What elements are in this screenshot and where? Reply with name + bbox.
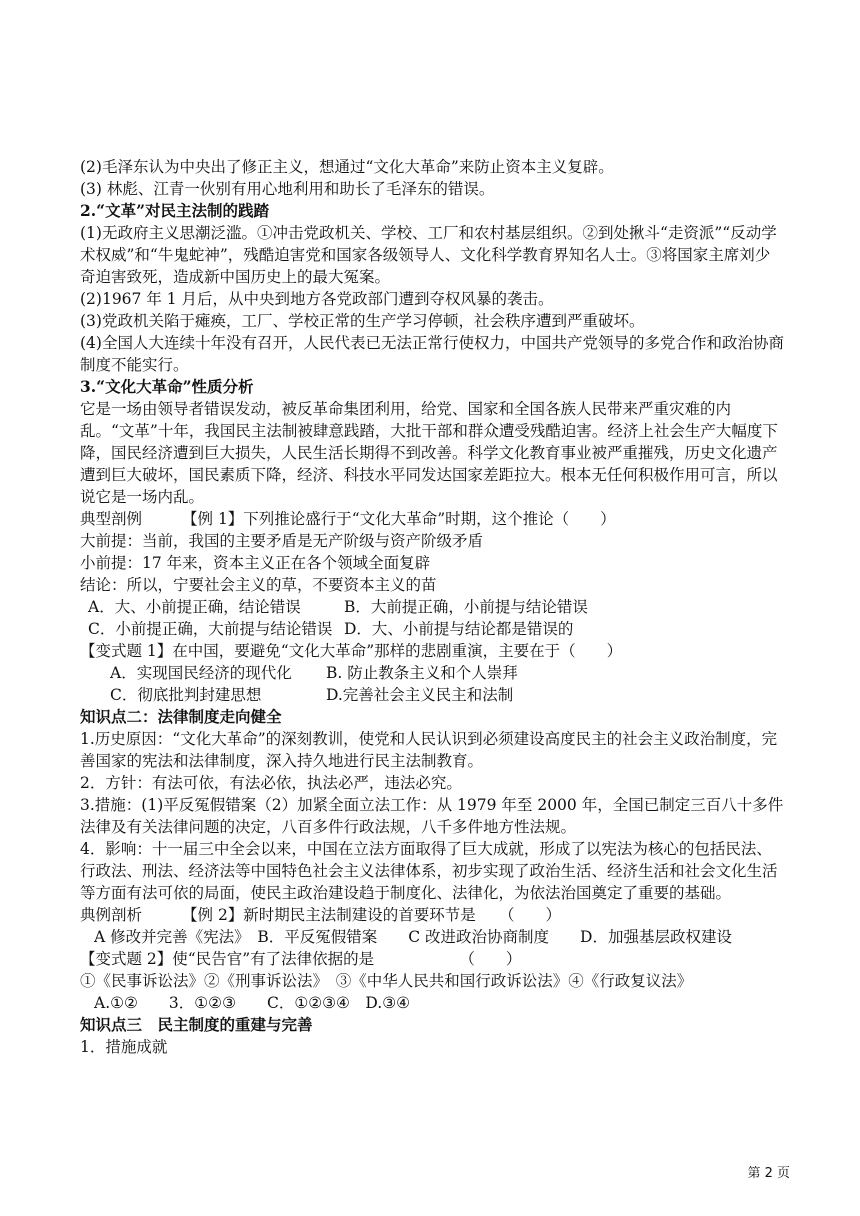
paragraph: (1)无政府主义思潮泛滥。①冲击党政机关、学校、工厂和农村基层组织。②到处揪斗“走资派”“反动学术权威”和“牛鬼蛇神”，残酷迫害党和国家各级领导人、文化科学教育界知名人士。③将国家主席刘少奇迫害致死，造成新中国历史上的最大冤案。 bbox=[80, 224, 777, 286]
paragraph: 2．方针：有法可依，有法必依，执法必严，违法必究。 bbox=[80, 774, 462, 792]
example-question bbox=[80, 508, 785, 530]
option-a: A．大、小前提正确，结论错误 bbox=[88, 598, 301, 616]
example-label: 典型剖例 bbox=[80, 510, 143, 528]
option-b: B．大前提正确，小前提与结论错误 bbox=[344, 598, 588, 616]
section-heading: 知识点二：法律制度走向健全 bbox=[80, 707, 282, 726]
variant-question: 【变式题 2】使“民告官”有了法律依据的是 （ ） bbox=[80, 950, 522, 968]
section-heading: 3.“文化大革命”性质分析 bbox=[80, 377, 254, 396]
premise-minor: 小前提：17 年来，资本主义正在各个领域全面复辟 bbox=[80, 554, 431, 572]
paragraph: (2)1967 年 1 月后，从中央到地方各党政部门遭到夺权风暴的袭击。 bbox=[80, 290, 554, 308]
document-body bbox=[80, 156, 785, 1058]
option-b: B. 防止教条主义和个人崇拜 bbox=[326, 664, 518, 682]
paragraph: (3)党政机关陷于瘫痪，工厂、学校正常的生产学习停顿，社会秩序遭到严重破坏。 bbox=[80, 312, 645, 330]
paragraph: (2)毛泽东认为中央出了修正主义，想通过“文化大革命”来防止资本主义复辟。 bbox=[80, 158, 614, 176]
variant-question: 【变式题 1】在中国，要避免“文化大革命”那样的悲剧重演，主要在于（ ） bbox=[80, 642, 623, 660]
example-label: 典例剖析 bbox=[80, 906, 143, 924]
option-d: D.完善社会主义民主和法制 bbox=[326, 686, 514, 704]
paragraph: (4)全国人大连续十年没有召开，人民代表已无法正常行使权力，中国共产党领导的多党合作和政治协商制度不能实行。 bbox=[80, 334, 784, 374]
option-c: C．小前提正确，大前提与结论错误 bbox=[88, 620, 333, 638]
paragraph: 4．影响：十一届三中全会以来，中国在立法方面取得了巨大成就，形成了以宪法为核心的包括民法、行政法、刑法、经济法等中国特色社会主义法律体系，初步实现了政治生活、经济生活和社会文化生活等方面有法可依的局面，使民主政治建设趋于制度化、法律化，为依法治国奠定了重要的基础。 bbox=[80, 840, 778, 902]
paragraph: 3.措施：(1)平反冤假错案（2）加紧全面立法工作：从 1979 年至 2000 年，全国已制定三百八十多件法律及有关法律问题的决定，八百多件行政法规，八千多件地方性法规。 bbox=[80, 796, 784, 836]
paragraph: 1．措施成就 bbox=[80, 1038, 168, 1056]
paragraph: 它是一场由领导者错误发动，被反革命集团利用，给党、国家和全国各族人民带来严重灾难的内乱。“文革”十年，我国民主法制被肆意践踏，大批干部和群众遭受残酷迫害。经济上社会生产大幅度下降，国民经济遭到巨大损失，人民生活长期得不到改善。科学文化教育事业被严重摧残，历史文化遗产遭到巨大破坏，国民素质下降，经济、科技水平同发达国家差距拉大。根本无任何积极作用可言，所以说它是一场内乱。 bbox=[80, 400, 778, 506]
variant-items: ①《民事诉讼法》②《刑事诉讼法》 ③《中华人民共和国行政诉讼法》④《行政复议法》 bbox=[80, 972, 693, 990]
option-d: D．大、小前提与结论都是错误的 bbox=[344, 620, 574, 638]
page-number: 第 2 页 bbox=[747, 1166, 790, 1181]
option-a: A．实现国民经济的现代化 bbox=[110, 664, 292, 682]
options-row bbox=[80, 618, 785, 640]
option-c: C．彻底批判封建思想 bbox=[110, 686, 262, 704]
paragraph: (3) 林彪、江青一伙别有用心地利用和助长了毛泽东的错误。 bbox=[80, 180, 495, 198]
section-heading: 2.“文革”对民主法制的践踏 bbox=[80, 201, 270, 220]
question-text: 【例 1】下列推论盛行于“文化大革命”时期，这个推论（ ） bbox=[182, 510, 616, 528]
options-row bbox=[80, 684, 785, 706]
options-row: A 修改并完善《宪法》 B．平反冤假错案 C 改进政治协商制度 D．加强基层政权建设 bbox=[94, 928, 732, 946]
premise-major: 大前提：当前，我国的主要矛盾是无产阶级与资产阶级矛盾 bbox=[80, 532, 484, 550]
conclusion: 结论：所以，宁要社会主义的草，不要资本主义的苗 bbox=[80, 576, 437, 594]
paragraph: 1.历史原因：“文化大革命”的深刻教训，使党和人民认识到必须建设高度民主的社会主义政治制度，完善国家的宪法和法律制度，深入持久地进行民主法制教育。 bbox=[80, 730, 778, 770]
options-row bbox=[80, 596, 785, 618]
example-question bbox=[80, 904, 785, 926]
options-row bbox=[80, 662, 785, 684]
question-text: 【例 2】新时期民主法制建设的首要环节是 （ ） bbox=[182, 906, 562, 924]
section-heading: 知识点三 民主制度的重建与完善 bbox=[80, 1015, 313, 1034]
options-row: A.①② 3．①②③ C．①②③④ D.③④ bbox=[94, 994, 410, 1012]
